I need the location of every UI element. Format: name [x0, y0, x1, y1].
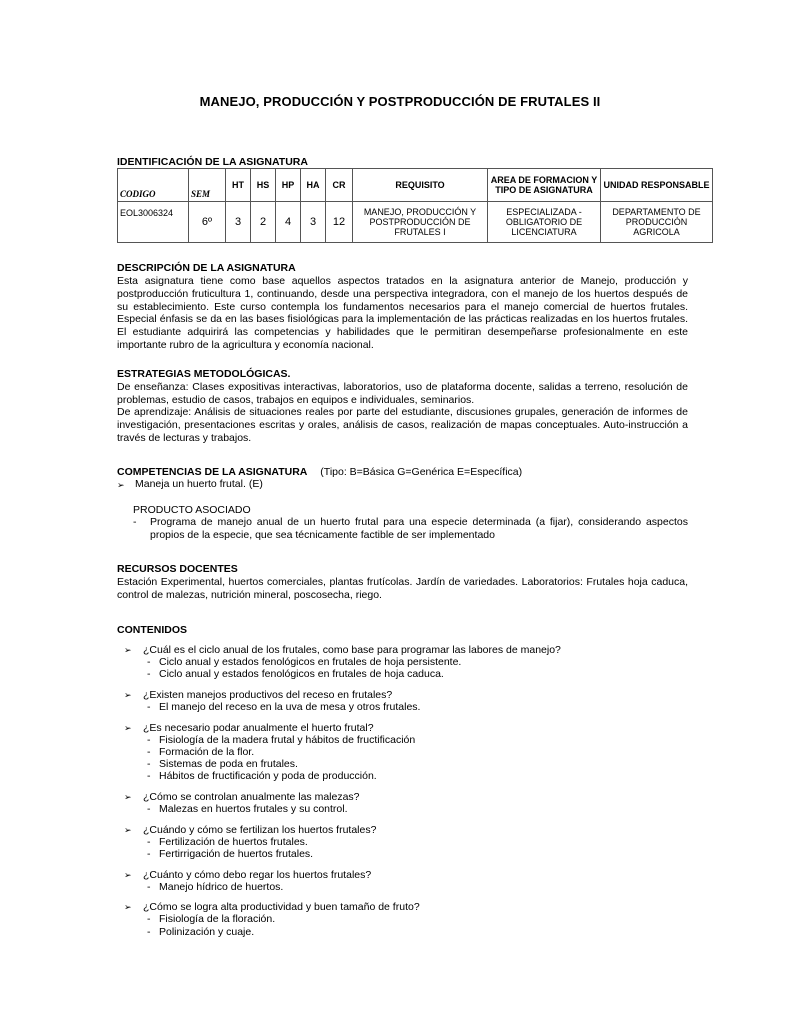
contenido-subitem — [147, 734, 415, 746]
competencia-item: Maneja un huerto frutal. (E) — [135, 478, 263, 490]
cell-requisito: MANEJO, PRODUCCIÓN Y POSTPRODUCCIÓN DE FRUTALES I — [353, 202, 488, 243]
arrow-bullet-icon: ➢ — [124, 689, 132, 700]
cell-hs: 2 — [251, 202, 276, 243]
contenidos-heading: CONTENIDOS — [117, 624, 188, 636]
contenido-subitem-text: El manejo del receso en la uva de mesa y otros frutales. — [159, 701, 421, 714]
dash-icon: - — [147, 925, 151, 938]
producto-heading: PRODUCTO ASOCIADO — [133, 504, 251, 516]
cell-unidad: DEPARTAMENTO DE PRODUCCIÓN AGRICOLA — [601, 202, 713, 243]
header-hp: HP — [276, 169, 301, 202]
contenido-subitem-text: Manejo hídrico de huertos. — [159, 880, 284, 893]
contenido-subitem-text: Fertilización de huertos frutales. — [159, 835, 308, 848]
competencias-line — [117, 466, 522, 478]
estrategias-heading: ESTRATEGIAS METODOLÓGICAS. — [117, 368, 291, 380]
cell-area: ESPECIALIZADA - OBLIGATORIO DE LICENCIATURA — [488, 202, 601, 243]
cell-sem: 6º — [189, 202, 226, 243]
arrow-bullet-icon: ➢ — [117, 480, 125, 490]
identificacion-table — [117, 168, 713, 243]
dash-icon: - — [147, 880, 151, 893]
dash-icon: - — [147, 835, 151, 848]
contenido-subitem-text: Hábitos de fructificación y poda de producción. — [159, 770, 377, 783]
producto-text: Programa de manejo anual de un huerto frutal para una especie determinada (a fijar), considerando aspectos propios de la especie, que sea técnicamente factible de ser implementado — [150, 516, 688, 541]
dash-icon: - — [147, 668, 151, 681]
contenido-subitem — [147, 668, 444, 680]
arrow-bullet-icon: ➢ — [124, 869, 132, 880]
contenido-question: ¿Cuándo y cómo se fertilizan los huertos frutales? — [143, 823, 377, 836]
contenido-subitem-text: Formación de la flor. — [159, 746, 255, 758]
recursos-heading: RECURSOS DOCENTES — [117, 563, 238, 575]
competencias-tipo: (Tipo: B=Básica G=Genérica E=Específica) — [320, 466, 523, 478]
contenido-question: ¿Cuál es el ciclo anual de los frutales, como base para programar las labores de manejo? — [143, 644, 561, 656]
descripcion-heading: DESCRIPCIÓN DE LA ASIGNATURA — [117, 262, 296, 274]
contenido-subitem — [147, 926, 254, 938]
contenido-question: ¿Cómo se controlan anualmente las malezas? — [143, 790, 360, 803]
dash-icon: - — [147, 746, 151, 758]
contenido-subitem — [147, 770, 377, 782]
dash-icon: - — [147, 733, 151, 746]
dash-icon: - — [147, 770, 151, 783]
cell-ht: 3 — [226, 202, 251, 243]
dash-icon: - — [147, 656, 151, 669]
header-codigo: CODIGO — [118, 169, 189, 202]
contenido-subitem-text: Ciclo anual y estados fenológicos en frutales de hoja persistente. — [159, 656, 462, 669]
contenido-question: ¿Es necesario podar anualmente el huerto frutal? — [143, 721, 374, 734]
contenido-subitem — [147, 701, 420, 713]
document-title: MANEJO, PRODUCCIÓN Y POSTPRODUCCIÓN DE FRUTALES II — [199, 94, 601, 109]
dash-icon: - — [147, 848, 151, 860]
contenido-subitem — [147, 746, 254, 758]
contenido-subitem — [147, 913, 275, 925]
cell-ha: 3 — [301, 202, 326, 243]
contenido-subitem-text: Malezas en huertos frutales y su control. — [159, 803, 348, 816]
contenido-subitem — [147, 803, 348, 815]
contenido-subitem-text: Fisiología de la madera frutal y hábitos de fructificación — [159, 733, 416, 746]
arrow-bullet-icon: ➢ — [124, 645, 132, 655]
header-ht: HT — [226, 169, 251, 202]
recursos-text: Estación Experimental, huertos comerciales, plantas frutícolas. Jardín de variedades. Laboratorios: Frutales hoja caduca, control de malezas, nutrición mineral, poscosecha, riego. — [117, 576, 688, 601]
contenido-question: ¿Cómo se logra alta productividad y buen tamaño de fruto? — [143, 901, 420, 914]
header-cr: CR — [326, 169, 353, 202]
contenido-subitem — [147, 848, 313, 860]
contenido-subitem — [147, 758, 298, 770]
estrategias-ensenanza: De enseñanza: Clases expositivas interactivas, laboratorios, uso de plataforma docente, salidas a terreno, resolución de problemas, estudio de casos, trabajos en equipos e individuales, seminarios. — [117, 381, 688, 406]
dash-icon: - — [133, 516, 137, 528]
dash-icon: - — [147, 803, 151, 816]
dash-icon: - — [147, 758, 151, 771]
contenido-question: ¿Existen manejos productivos del receso en frutales? — [143, 688, 393, 701]
contenido-subitem-text: Polinización y cuaje. — [159, 925, 255, 938]
descripcion-text: Esta asignatura tiene como base aquellos aspectos tratados en la asignatura anterior de Manejo, producción y postproducción fruticultura 1, continuando, desde una perspectiva integradora, con el manejo de los huertos después de su establecimiento. Este curso contempla los fundamentos necesarios para el manejo comercial de huertos frutales. Especial énfasis se da en las bases fisiológicas para la implementación de las prácticas realizadas en los huertos frutales. El estudiante adquirirá las competencias y habilidades que le permitiran desempeñarse profesionalmente en este importante rubro de la agricultura y economía nacional. — [117, 275, 688, 351]
header-unidad: UNIDAD RESPONSABLE — [601, 169, 713, 202]
dash-icon: - — [147, 701, 151, 714]
competencias-heading: COMPETENCIAS DE LA ASIGNATURA — [117, 466, 308, 478]
header-ha: HA — [301, 169, 326, 202]
contenido-subitem-text: Ciclo anual y estados fenológicos en frutales de hoja caduca. — [159, 668, 444, 681]
cell-codigo: EOL3006324 — [118, 202, 189, 243]
header-sem: SEM — [189, 169, 226, 202]
contenido-question: ¿Cuánto y cómo debo regar los huertos frutales? — [143, 868, 372, 881]
arrow-bullet-icon: ➢ — [124, 902, 132, 913]
contenido-subitem-text: Fertirrigación de huertos frutales. — [159, 848, 314, 860]
estrategias-aprendizaje: De aprendizaje: Análisis de situaciones reales por parte del estudiante, discusiones grupales, generación de informes de investigación, presentaciones escritas y orales, análisis de casos, realización de mapas conceptuales. Auto-instrucción a través de lecturas y trabajos. — [117, 406, 688, 444]
arrow-bullet-icon: ➢ — [124, 824, 132, 835]
identificacion-heading: IDENTIFICACIÓN DE LA ASIGNATURA — [117, 156, 308, 168]
arrow-bullet-icon: ➢ — [124, 791, 132, 802]
table-row — [118, 202, 713, 243]
header-area: AREA DE FORMACION Y TIPO DE ASIGNATURA — [488, 169, 601, 202]
dash-icon: - — [147, 913, 151, 926]
table-header-row — [118, 169, 713, 202]
cell-hp: 4 — [276, 202, 301, 243]
contenido-subitem-text: Sistemas de poda en frutales. — [159, 758, 298, 771]
contenido-subitem — [147, 881, 283, 893]
cell-cr: 12 — [326, 202, 353, 243]
contenido-subitem — [147, 836, 308, 848]
header-requisito: REQUISITO — [353, 169, 488, 202]
contenido-subitem — [147, 656, 461, 668]
contenido-subitem-text: Fisiología de la floración. — [159, 913, 276, 926]
arrow-bullet-icon: ➢ — [124, 722, 132, 733]
header-hs: HS — [251, 169, 276, 202]
